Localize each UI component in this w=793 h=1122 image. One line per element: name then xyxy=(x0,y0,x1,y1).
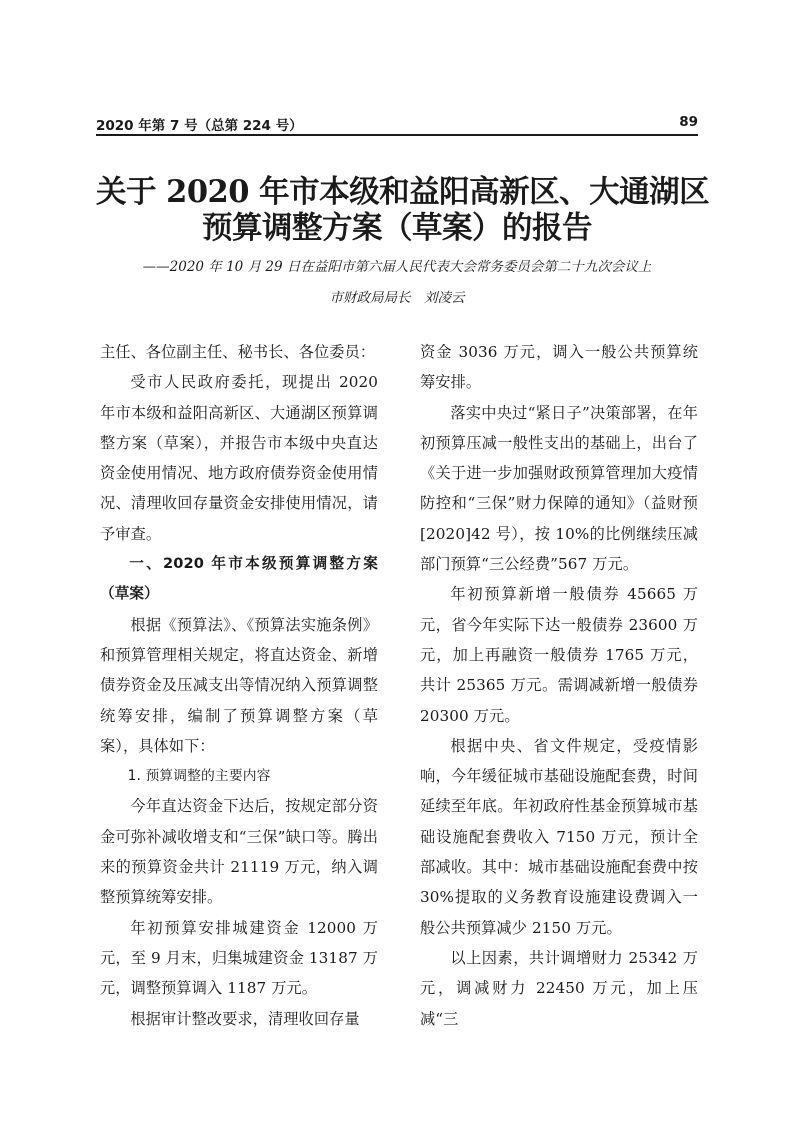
left-column xyxy=(100,337,378,1034)
body-paragraph: 年初预算安排城建资金 12000 万元，至 9 月末，归集城建资金 13187 万元，调整预算调入 1187 万元。 xyxy=(100,918,378,998)
body-paragraph: 根据审计整改要求，清理收回存量 xyxy=(130,1009,360,1028)
section-heading: 一、2020 年市本级预算调整方案（草案） xyxy=(100,555,378,603)
page-number: 89 xyxy=(679,114,698,130)
body-paragraph: 根据《预算法》、《预算法实施条例》和预算管理相关规定，将直达资金、新增债券资金及压减支出等情况纳入预算调整统筹安排，编制了预算调整方案（草案），具体如下： xyxy=(100,615,378,755)
issue-number: 2020 年第 7 号（总第 224 号） xyxy=(96,118,303,134)
running-header xyxy=(96,114,698,134)
speaker-info: 市财政局局长 刘凌云 xyxy=(329,290,465,306)
report-title-line-1: 关于 2020 年市本级和益阳高新区、大通湖区 xyxy=(96,174,710,210)
body-paragraph: 受市人民政府委托，现提出 2020 年市本级和益阳高新区、大通湖区预算调整方案（草案），并报告市本级中央直达资金使用情况、地方政府债券资金使用情况、清理收回存量资金安排使用情况，请予审查。 xyxy=(100,373,378,543)
body-paragraph: 年初预算新增一般债券 45665 万元，省今年实际下达一般债券 23600 万元，加上再融资一般债券 1765 万元，共计 25365 万元。需调减新增一般债券 20300 万元。 xyxy=(420,585,698,725)
body-paragraph: 以上因素，共计调增财力 25342 万元，调减财力 22450 万元，加上压减“三 xyxy=(420,948,698,1028)
body-paragraph: 今年直达资金下达后，按规定部分资金可弥补减收增支和“三保”缺口等。腾出来的预算资金共计 21119 万元，纳入调整预算统筹安排。 xyxy=(100,797,378,907)
salutation: 主任、各位副主任、秘书长、各位委员： xyxy=(100,343,376,361)
report-title-line-2: 预算调整方案（草案）的报告 xyxy=(202,210,592,246)
header-rule xyxy=(96,134,698,136)
subsection-heading: 1. 预算调整的主要内容 xyxy=(127,768,271,785)
body-paragraph: 落实中央过“紧日子”决策部署，在年初预算压减一般性支出的基础上，出台了《关于进一步加强财政预算管理加大疫情防控和“三保”财力保障的通知》（益财预[2020]42 号），按 10%的比例继续压减部门预算“三公经费”567 万元。 xyxy=(420,403,698,574)
body-paragraph: 资金 3036 万元，调入一般公共预算统筹安排。 xyxy=(420,343,698,392)
body-paragraph: 根据中央、省文件规定，受疫情影响，今年缓征城市基础设施配套费，时间延续至年底。年初政府性基金预算城市基础设施配套费收入 7150 万元，预计全部减收。其中：城市基础设施配套费中按 30%提取的义务教育设施建设费调入一般公共预算减少 2150 万元。 xyxy=(420,736,698,937)
right-column xyxy=(420,337,698,1034)
meeting-info: ——2020 年 10 月 29 日在益阳市第六届人民代表大会常务委员会第二十九次会议上 xyxy=(142,259,652,275)
